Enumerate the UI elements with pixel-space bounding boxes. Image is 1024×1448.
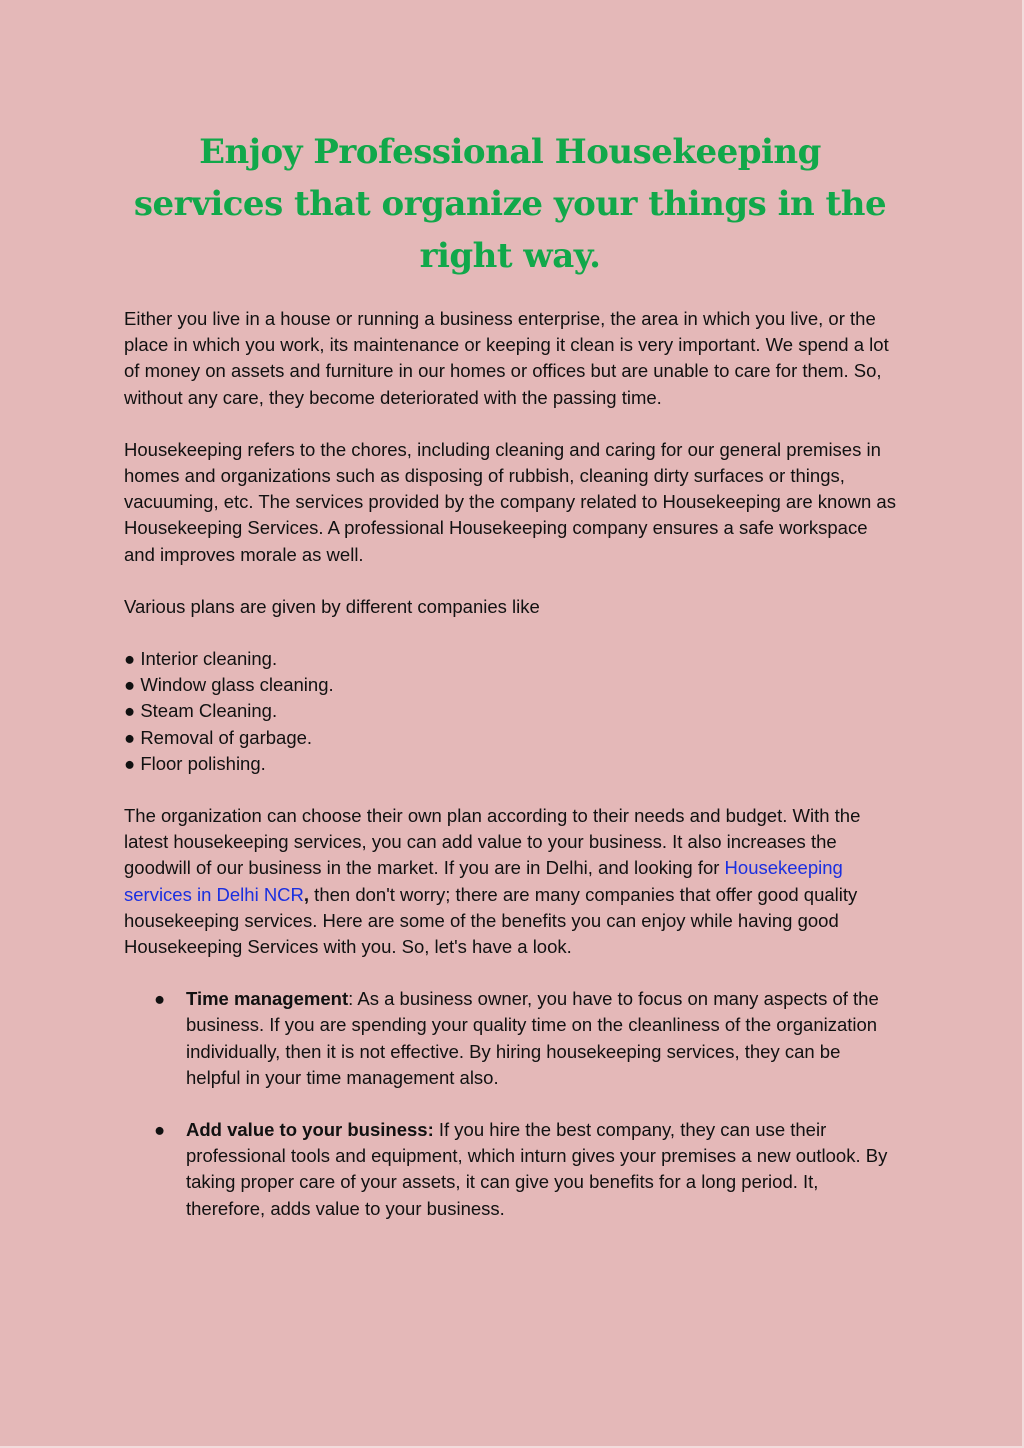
plans-intro-paragraph: Various plans are given by different companies like bbox=[124, 595, 540, 617]
definition-paragraph: Housekeeping refers to the chores, including cleaning and caring for our general premises in homes and organizations such as disposing of rubbish, cleaning dirty surfaces or things, vacuuming, etc. The services provided by the company related to Housekeeping are known as Housekeeping Services. A professional Housekeeping company ensures a safe workspace and improves morale as well. bbox=[124, 438, 896, 565]
bullet-icon: ● bbox=[154, 1119, 166, 1141]
choose-plan-paragraph bbox=[124, 803, 896, 960]
list-item: ● Interior cleaning. bbox=[124, 648, 278, 670]
benefit-heading: Time management bbox=[186, 988, 349, 1010]
benefit-text: If you hire the best company, they can use their professional tools and equipment, which inturn gives your premises a new outlook. By taking proper care of your assets, it can give you benefits for a long period. It, therefore, adds value to your business. bbox=[186, 1119, 888, 1219]
benefit-item-time-management bbox=[124, 986, 896, 1091]
article-body bbox=[124, 306, 896, 1222]
page-title: Enjoy Professional Housekeeping services that organize your things in the right way. bbox=[133, 132, 887, 276]
bullet-icon: ● bbox=[154, 988, 166, 1010]
benefit-item-add-value bbox=[124, 1117, 896, 1222]
link-comma: , bbox=[303, 883, 310, 905]
benefit-heading: Add value to your business: bbox=[186, 1119, 434, 1141]
housekeeping-delhi-ncr-link[interactable]: Housekeeping services in Delhi NCR bbox=[124, 857, 843, 905]
list-item: ● Removal of garbage. bbox=[124, 726, 313, 748]
choose-text-after-link: then don't worry; there are many companies that offer good quality housekeeping services. Here are some of the benefits you can enjoy while having good Housekeeping Services with you. So, let's have a look. bbox=[124, 883, 858, 958]
intro-paragraph: Either you live in a house or running a business enterprise, the area in which you live, or the place in which you work, its maintenance or keeping it clean is very important. We spend a lot of money on assets and furniture in our homes or offices but are unable to care for them. So, without any care, they become deteriorated with the passing time. bbox=[124, 308, 889, 408]
document-content bbox=[124, 126, 896, 1248]
benefit-text: : As a business owner, you have to focus on many aspects of the business. If you are spending your quality time on the cleanliness of the organization individually, then it is not effective. By hiring housekeeping services, they can be helpful in your time management also. bbox=[186, 988, 879, 1088]
plans-list bbox=[124, 646, 896, 777]
list-item: ● Steam Cleaning. bbox=[124, 700, 278, 722]
list-item: ● Floor polishing. bbox=[124, 752, 266, 774]
choose-text-before-link: The organization can choose their own plan according to their needs and budget. With the latest housekeeping services, you can add value to your business. It also increases the goodwill of our business in the market. If you are in Delhi, and looking for bbox=[124, 805, 861, 879]
list-item: ● Window glass cleaning. bbox=[124, 674, 334, 696]
benefits-list bbox=[124, 986, 896, 1222]
